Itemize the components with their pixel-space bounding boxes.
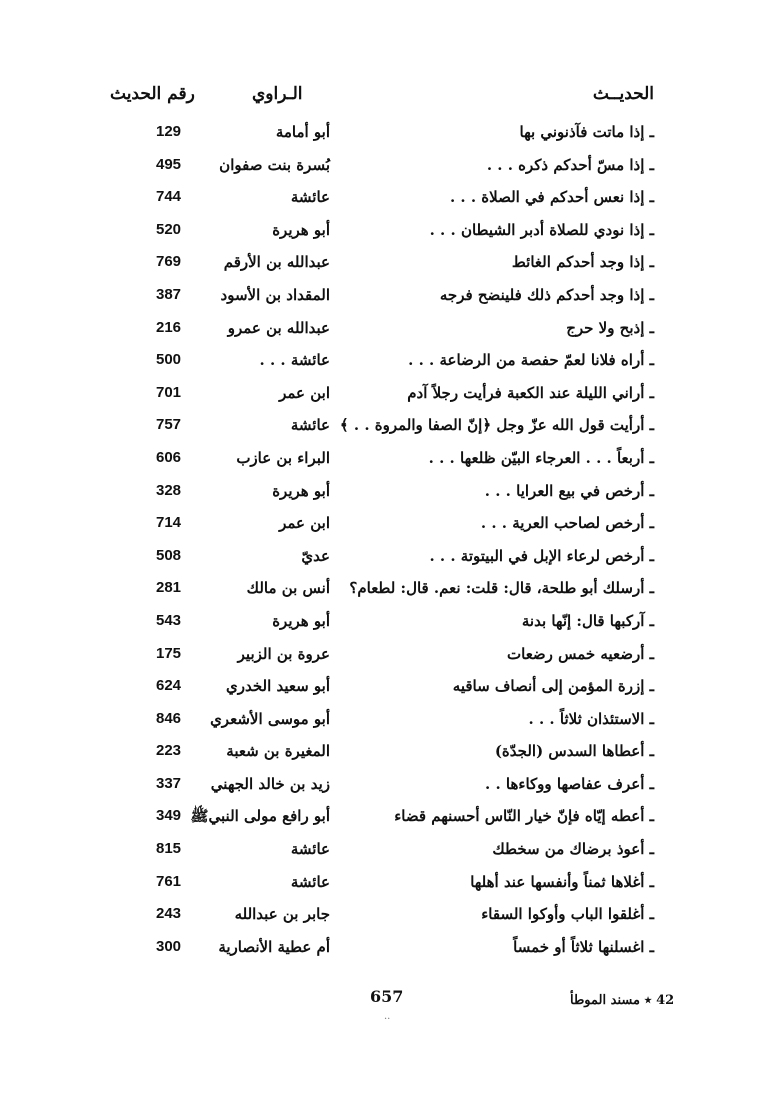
narrator-name: ابن عمر bbox=[279, 514, 330, 533]
narrator-name: أبو رافع مولى النبيﷺ bbox=[190, 807, 330, 826]
narrator-name: بُسرة بنت صفوان bbox=[219, 155, 330, 174]
hadith-number: 769 bbox=[156, 253, 182, 271]
header-hadith: الحديــث bbox=[592, 84, 654, 104]
list-item bbox=[0, 150, 766, 183]
hadith-text: ـ أرأيت قول الله عزّ وجل ﴿إنّ الصفا والمروة . . ﴾ bbox=[339, 416, 654, 435]
list-item bbox=[0, 573, 766, 606]
narrator-name: عائشة bbox=[290, 872, 330, 891]
page-number: 657 bbox=[370, 987, 404, 1006]
hadith-text: ـ أرخص في بيع العرايا . . . bbox=[484, 481, 654, 500]
hadith-number: 508 bbox=[156, 546, 182, 564]
hadith-number: 216 bbox=[156, 318, 182, 336]
list-item bbox=[0, 671, 766, 704]
list-item bbox=[0, 313, 766, 346]
header-narrator: الـراوي bbox=[252, 84, 303, 104]
hadith-number: 624 bbox=[156, 677, 182, 695]
narrator-name: عبدالله بن عمرو bbox=[227, 318, 330, 337]
narrator-name: أبو أمامة bbox=[275, 123, 330, 141]
hadith-number: 744 bbox=[156, 188, 182, 206]
narrator-name: المغيرة بن شعبة bbox=[226, 742, 330, 761]
hadith-number: 281 bbox=[156, 579, 182, 597]
list-item bbox=[0, 541, 766, 574]
hadith-text: ـ آركبها قال: إنّها بدنة bbox=[521, 611, 654, 630]
narrator-name: عائشة bbox=[290, 416, 330, 435]
hadith-number: 495 bbox=[156, 155, 182, 173]
list-item bbox=[0, 215, 766, 248]
hadith-number: 701 bbox=[156, 383, 182, 401]
list-item bbox=[0, 606, 766, 639]
list-item bbox=[0, 410, 766, 443]
narrator-name: عائشة bbox=[290, 840, 330, 859]
narrator-name: أبو هريرة bbox=[272, 220, 330, 239]
hadith-text: ـ أعوذ برضاك من سخطك bbox=[492, 840, 654, 859]
narrator-name: أبو هريرة bbox=[272, 611, 330, 630]
hadith-number: 337 bbox=[156, 774, 182, 792]
list-item bbox=[0, 182, 766, 215]
hadith-number: 815 bbox=[156, 840, 182, 858]
hadith-text: ـ إذا ماتت فآذنوني بها bbox=[519, 123, 654, 141]
narrator-name: ابن عمر bbox=[279, 383, 330, 402]
hadith-number: 387 bbox=[156, 285, 182, 303]
hadith-text: ـ أعطه إيّاه فإنّ خيار النّاس أحسنهم قضاء bbox=[394, 807, 654, 826]
list-item bbox=[0, 834, 766, 867]
narrator-name: عديّ bbox=[301, 546, 330, 565]
hadith-number: 349 bbox=[156, 807, 182, 825]
hadith-number: 520 bbox=[156, 220, 182, 238]
hadith-number: 543 bbox=[156, 611, 182, 629]
hadith-text: ـ أرخص لرعاء الإبل في البيتوتة . . . bbox=[429, 546, 654, 565]
hadith-number: 243 bbox=[156, 905, 182, 923]
hadith-number: 761 bbox=[156, 872, 182, 890]
list-item bbox=[0, 476, 766, 509]
book-signature: 42 ٭ مسند الموطأ bbox=[570, 993, 675, 1008]
narrator-name: أم عطية الأنصارية bbox=[218, 937, 330, 956]
hadith-number: 714 bbox=[156, 514, 182, 532]
hadith-number: 223 bbox=[156, 742, 182, 760]
narrator-name: أبو هريرة bbox=[272, 481, 330, 500]
list-item bbox=[0, 769, 766, 802]
hadith-text: ـ أرسلك أبو طلحة، قال: قلت: نعم. قال: لطعام؟ bbox=[349, 579, 654, 598]
hadith-number: 328 bbox=[156, 481, 182, 499]
narrator-name: زيد بن خالد الجهني bbox=[210, 774, 330, 793]
hadith-text: ـ إذبح ولا حرج bbox=[566, 318, 654, 337]
narrator-name: البراء بن عازب bbox=[236, 448, 330, 467]
narrator-name: أنس بن مالك bbox=[246, 579, 330, 598]
list-item bbox=[0, 378, 766, 411]
hadith-text: ـ الاستئذان ثلاثاً . . . bbox=[528, 709, 654, 728]
narrator-name: عائشة . . . bbox=[259, 351, 330, 370]
narrator-name: المقداد بن الأسود bbox=[220, 285, 330, 304]
list-item bbox=[0, 508, 766, 541]
hadith-text: ـ إذا وجد أحدكم ذلك فلينضح فرجه bbox=[439, 285, 654, 304]
hadith-text: ـ أراني الليلة عند الكعبة فرأيت رجلاً آدم bbox=[407, 383, 654, 402]
hadith-text: ـ أغلقوا الباب وأوكوا السقاء bbox=[481, 905, 654, 924]
list-item bbox=[0, 704, 766, 737]
page-mark: .. bbox=[384, 1011, 391, 1022]
hadith-number: 300 bbox=[156, 937, 182, 955]
list-item bbox=[0, 639, 766, 672]
list-item bbox=[0, 801, 766, 834]
hadith-text: ـ أغلاها ثمناً وأنفسها عند أهلها bbox=[470, 872, 654, 891]
hadith-text: ـ أعرف عفاصها ووكاءها . . bbox=[485, 774, 654, 793]
hadith-text: ـ أعطاها السدس (الجدّة) bbox=[494, 742, 654, 761]
list-item bbox=[0, 280, 766, 313]
narrator-name: عبدالله بن الأرقم bbox=[223, 253, 330, 272]
list-item bbox=[0, 345, 766, 378]
narrator-name: أبو سعيد الخدري bbox=[225, 677, 330, 696]
list-item bbox=[0, 117, 766, 150]
hadith-text: ـ اغسلنها ثلاثاً أو خمساً bbox=[513, 937, 654, 956]
hadith-index-list bbox=[0, 117, 766, 964]
hadith-text: ـ أرخص لصاحب العرية . . . bbox=[480, 514, 654, 533]
hadith-number: 129 bbox=[156, 123, 182, 140]
hadith-text: ـ إذا نعس أحدكم في الصلاة . . . bbox=[449, 188, 654, 207]
hadith-text: ـ إزرة المؤمن إلى أنصاف ساقيه bbox=[452, 677, 654, 696]
hadith-text: ـ إذا مسّ أحدكم ذكره . . . bbox=[486, 155, 654, 174]
hadith-number: 175 bbox=[156, 644, 182, 662]
list-item bbox=[0, 443, 766, 476]
hadith-text: ـ إذا نودي للصلاة أدبر الشيطان . . . bbox=[429, 220, 654, 239]
list-item bbox=[0, 736, 766, 769]
narrator-name: جابر بن عبدالله bbox=[234, 905, 330, 924]
header-hadith-number: رقم الحديث bbox=[110, 84, 195, 104]
hadith-number: 500 bbox=[156, 351, 182, 369]
hadith-number: 606 bbox=[156, 448, 182, 466]
narrator-name: عروة بن الزبير bbox=[237, 644, 330, 663]
narrator-name: عائشة bbox=[290, 188, 330, 207]
hadith-number: 757 bbox=[156, 416, 182, 434]
hadith-number: 846 bbox=[156, 709, 182, 727]
hadith-text: ـ أراه فلانا لعمّ حفصة من الرضاعة . . . bbox=[408, 351, 654, 370]
list-item bbox=[0, 899, 766, 932]
hadith-text: ـ أرضعيه خمس رضعات bbox=[507, 644, 654, 663]
list-item bbox=[0, 932, 766, 965]
narrator-name: أبو موسى الأشعري bbox=[210, 709, 330, 728]
list-item bbox=[0, 867, 766, 900]
hadith-text: ـ أربعاً . . . العرجاء البيّن ظلعها . . . bbox=[428, 448, 654, 467]
list-item bbox=[0, 247, 766, 280]
hadith-text: ـ إذا وجد أحدكم الغائط bbox=[511, 253, 654, 272]
